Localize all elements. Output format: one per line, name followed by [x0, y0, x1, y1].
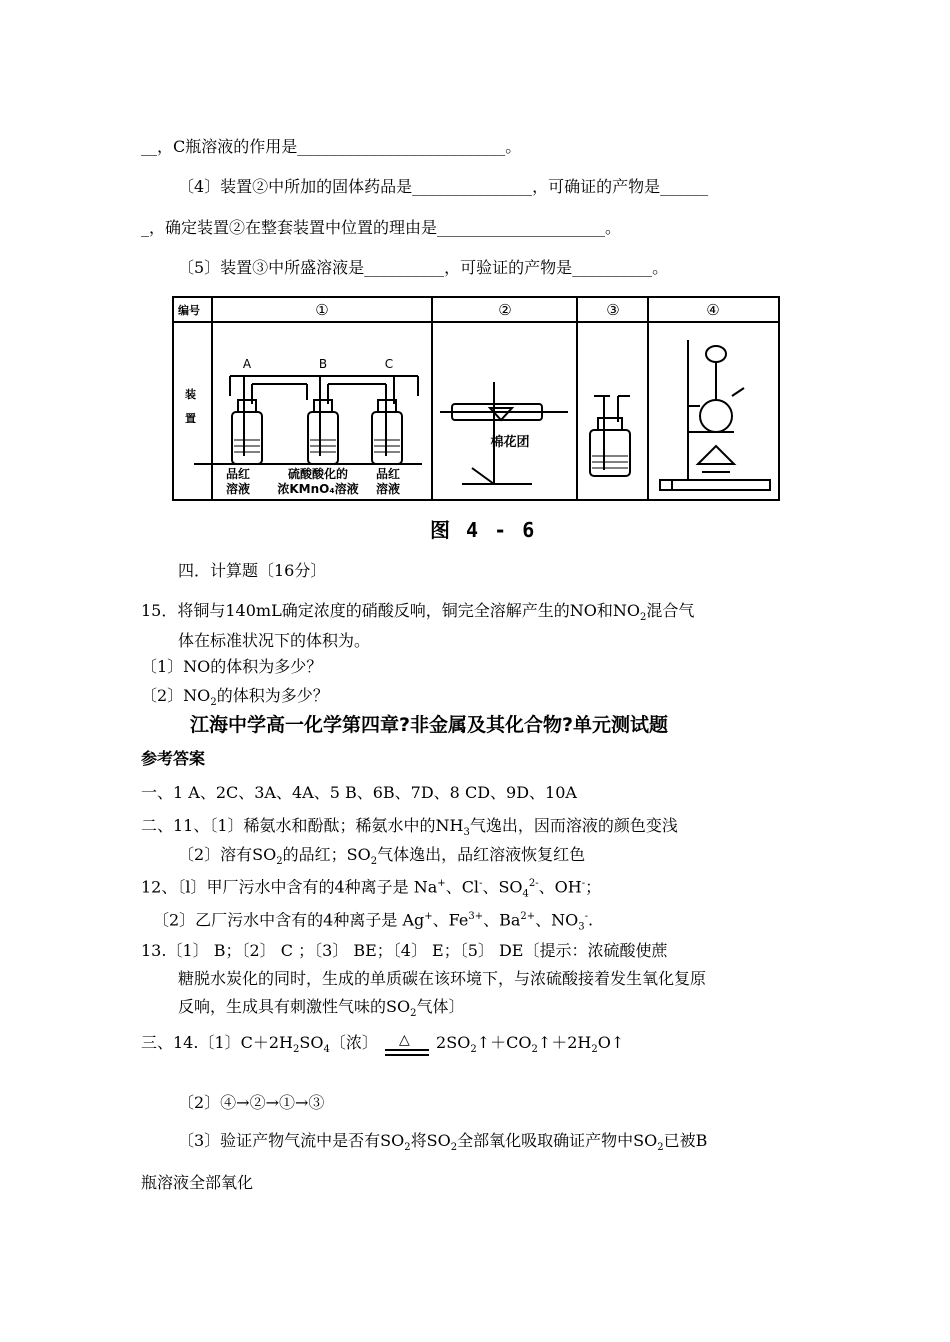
cotton-label: 棉花团 — [490, 435, 530, 450]
reaction-flask — [660, 340, 770, 490]
figure-caption: 图 4 - 6 — [430, 518, 537, 542]
answer-line: 〔2〕④→②→①→③ — [178, 1093, 325, 1112]
text-line: 〔5〕装置③中所盛溶液是__________，可验证的产物是__________。 — [178, 258, 669, 277]
column-1-label: ① — [315, 301, 329, 319]
bottle-b-reagent: 硫酸酸化的 — [287, 467, 349, 481]
answer-line: 〔3〕验证产物气流中是否有$SO_2$将$SO_2$全部氧化吸取确证产物中$SO_2$已被B — [178, 1131, 708, 1154]
bottle-a-reagent: 品红 — [225, 467, 251, 481]
text-line: _，确定装置②在整套装置中位置的理由是_____________________。 — [141, 218, 622, 237]
bottle-a-label: A — [242, 357, 252, 371]
text-line: __，C瓶溶液的作用是__________________________。 — [141, 137, 522, 156]
single-bottle — [590, 396, 630, 476]
header-number-label: 编号 — [178, 304, 200, 317]
wash-bottles — [194, 376, 422, 464]
answer-line: 二、11、〔1〕稀氨水和酚酞；稀氨水中的$NH_3$气逸出，因而溶液的颜色变浅 — [141, 816, 678, 839]
apparatus-figure — [172, 296, 780, 502]
bottle-a-reagent: 溶液 — [225, 482, 251, 496]
header-device-label: 装置 — [185, 388, 196, 425]
answer-line: 〔2〕溶有$SO_2$的品红；$SO_2$气体逸出，品红溶液恢复红色 — [178, 845, 586, 868]
question-15-cont: 体在标准状况下的体积为。 — [178, 631, 371, 650]
answer-line: 12、〔l〕甲厂污水中含有的4种离子是 Na+、Cl-、$SO_4^{2-}$、OH-； — [141, 877, 602, 900]
answer-line: 糖脱水炭化的同时，生成的单质碳在该环境下，与浓硫酸接着发生氧化复原 — [178, 969, 707, 988]
bottle-b-reagent: 浓KMnO₄溶液 — [277, 482, 359, 496]
heat-equals-sign: △ — [383, 1039, 431, 1061]
text-line: 〔4〕装置②中所加的固体药品是_______________，可确证的产物是______ — [178, 177, 709, 196]
bottle-c-reagent: 溶液 — [375, 482, 401, 496]
reaction-equation: 三、14.〔1〕$C+2H_2SO_4$〔浓〕 △ $2SO_2↑+CO_2↑+2H_2O↑$ — [141, 1032, 624, 1061]
page-title: 江海中学高一化学第四章?非金属及其化合物?单元测试题 — [190, 714, 669, 736]
drying-tube — [440, 382, 568, 484]
section-heading: 四．计算题〔16分〕 — [178, 561, 327, 580]
answer-line: 瓶溶液全部氧化 — [141, 1173, 254, 1192]
answer-line: 一、1 A、2C、3A、4A、5 B、6B、7D、8 CD、9D、10A — [141, 783, 577, 802]
question-15-part1: 〔1〕NO的体积为多少？ — [141, 657, 323, 676]
liquid-levels — [234, 440, 400, 452]
question-15-part2: 〔2〕$NO_2$的体积为多少？ — [141, 686, 329, 709]
bottle-c-label: C — [384, 357, 394, 371]
answer-line: 反响，生成具有刺激性气味的$SO_2$气体〕 — [178, 997, 465, 1020]
question-15: 15．将铜与140mL确定浓度的硝酸反响，铜完全溶解产生的NO和$NO_2$混合气 — [141, 601, 695, 624]
column-2-label: ② — [498, 301, 512, 319]
column-4-label: ④ — [706, 301, 720, 319]
bottle-c-reagent: 品红 — [375, 467, 401, 481]
answer-heading: 参考答案 — [141, 749, 206, 768]
bottle-b-label: B — [318, 357, 328, 371]
column-3-label: ③ — [606, 301, 620, 319]
answer-line: 〔2〕乙厂污水中含有的4种离子是 Ag+、$Fe^{3+}$、$Ba^{2+}$、$NO_3^-$. — [153, 910, 594, 933]
answer-line: 13.〔1〕 B；〔2〕 C ；〔3〕 BE；〔4〕 E；〔5〕 DE〔提示：浓硫酸使蔗 — [141, 941, 668, 960]
